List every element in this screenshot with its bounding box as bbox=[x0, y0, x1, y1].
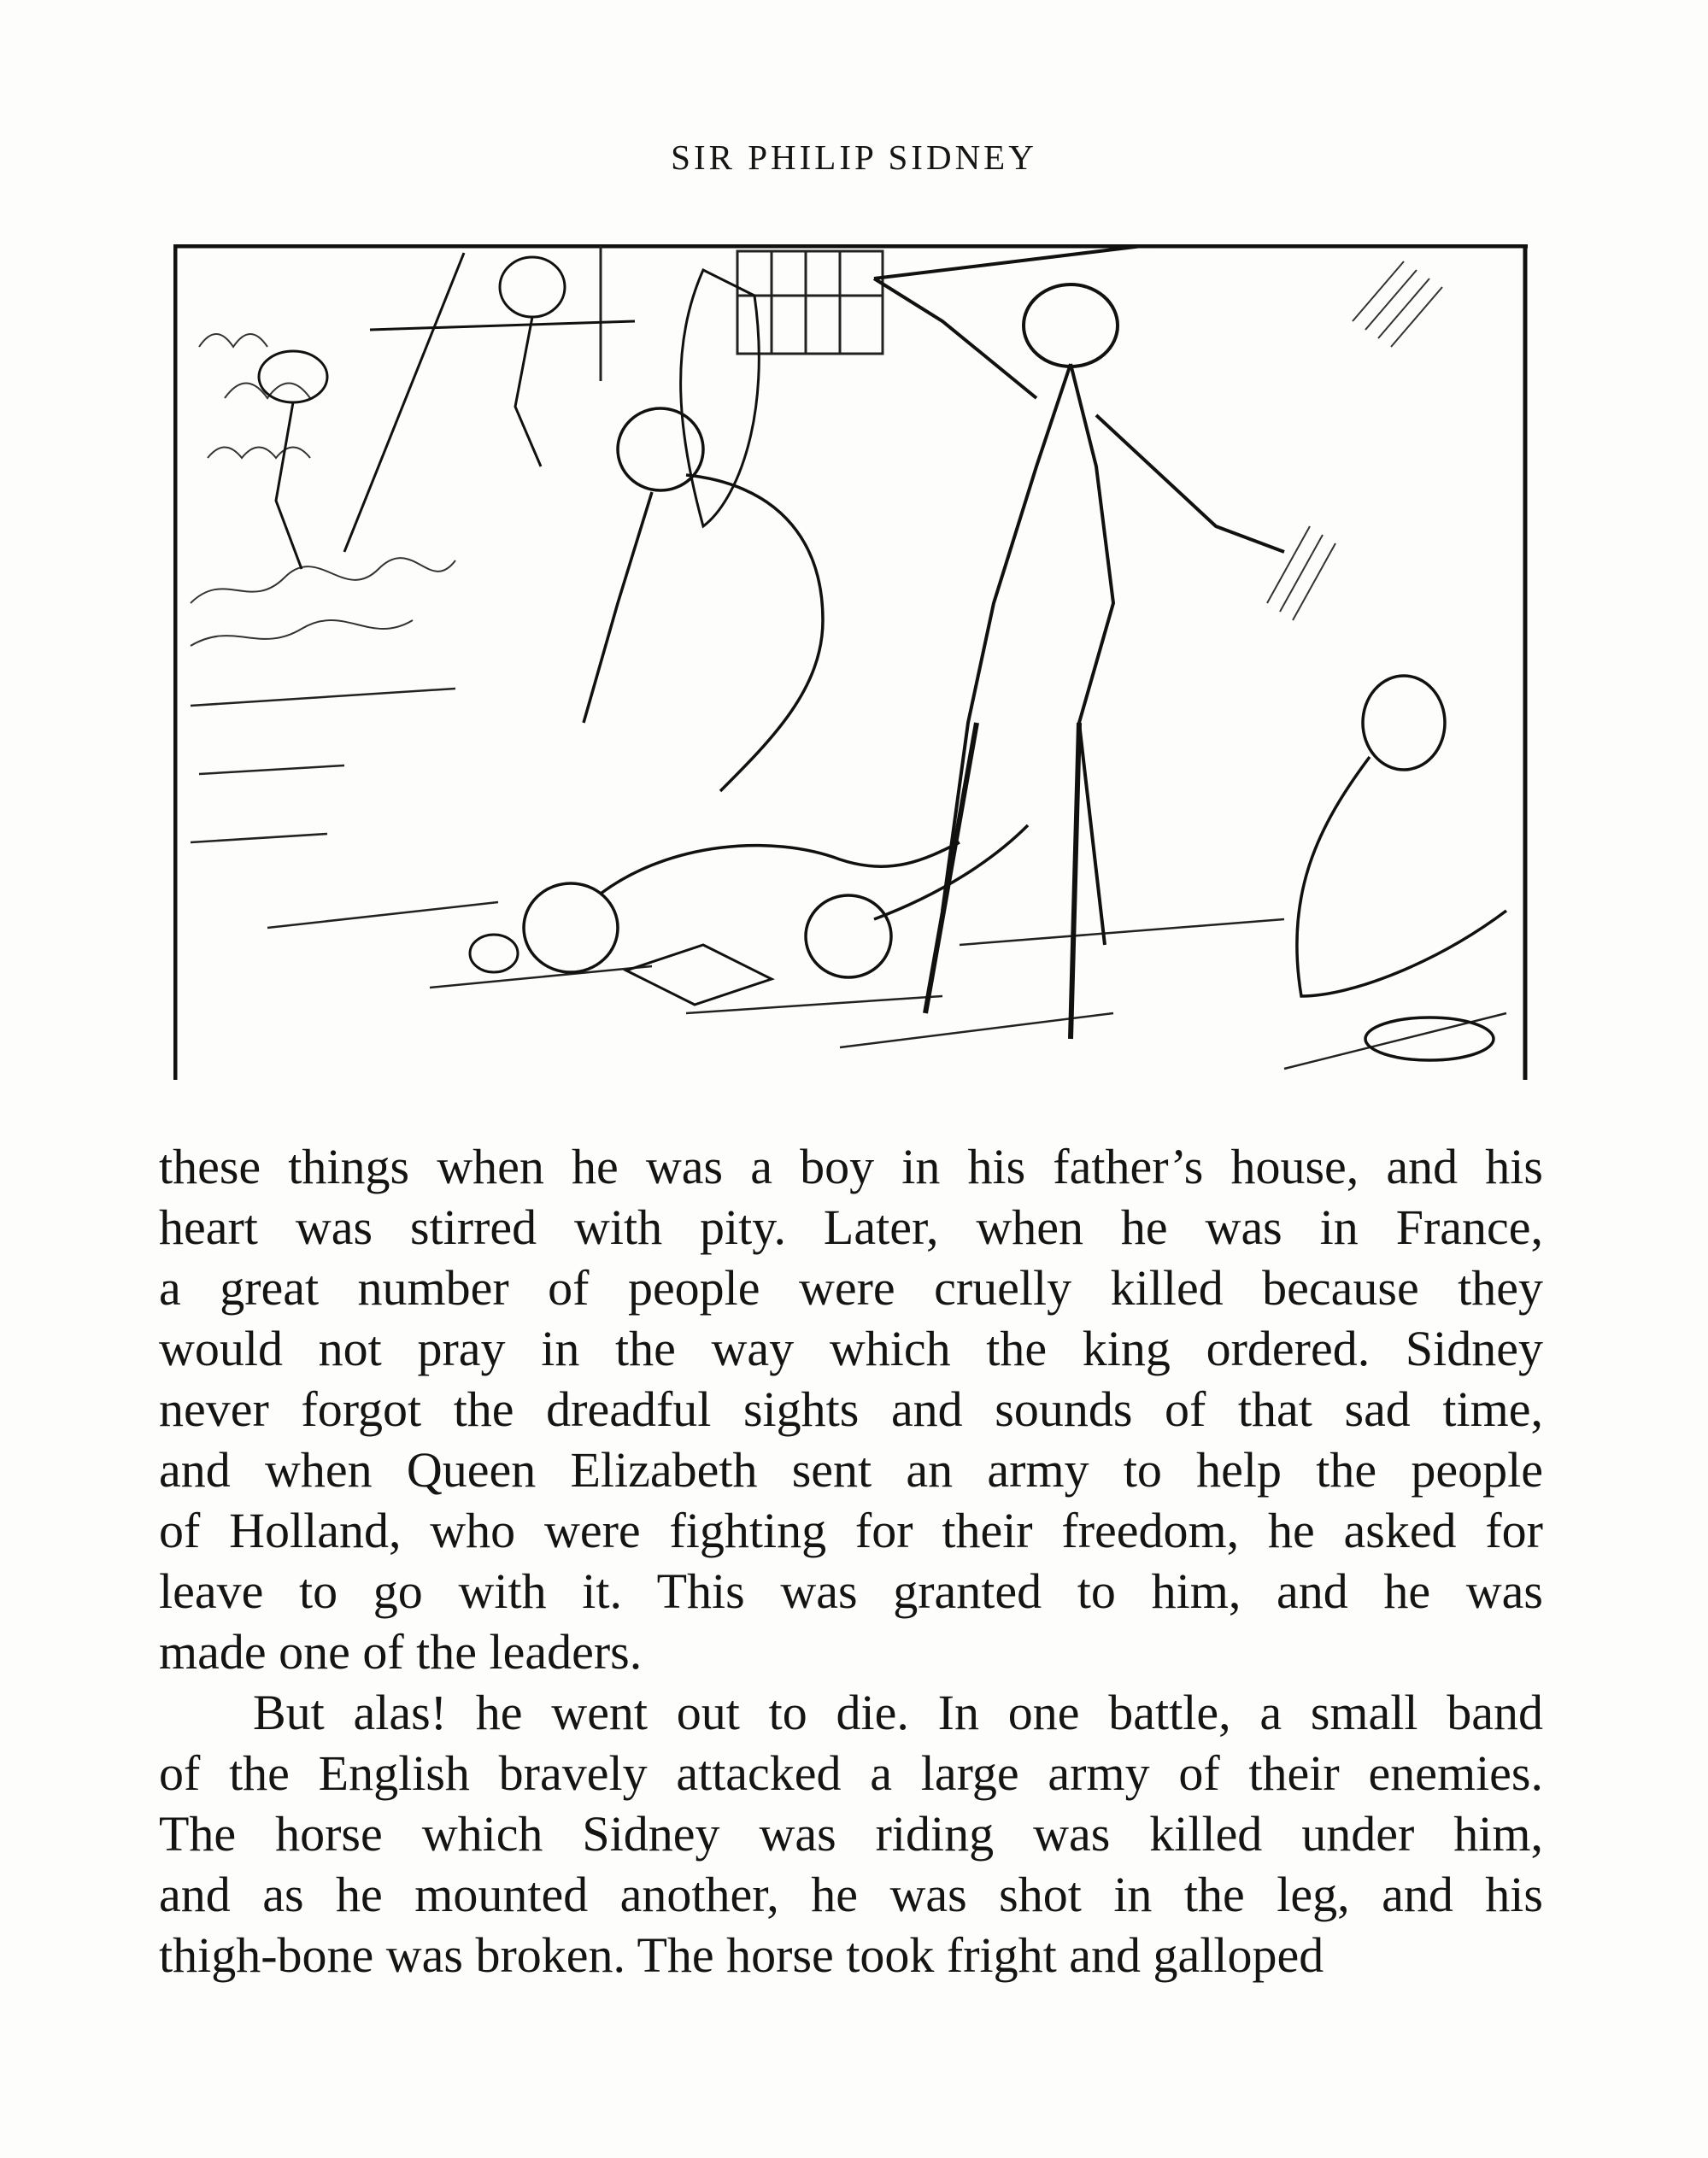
text-line: and as he mounted another, he was shot in the leg, and his bbox=[159, 1867, 1543, 1922]
text-line: But alas! he went out to die. In one battle, a small band bbox=[253, 1685, 1543, 1740]
text-line: of Holland, who were fighting for their freedom, he asked for bbox=[159, 1503, 1543, 1558]
text-line: heart was stirred with pity. Later, when he was in France, bbox=[159, 1199, 1543, 1255]
illustration-engraving bbox=[173, 244, 1528, 1080]
background-attackers bbox=[259, 253, 759, 569]
crouching-figure bbox=[584, 408, 823, 791]
text-line: leave to go with it. This was granted to him, and he was bbox=[159, 1563, 1543, 1619]
text-line: would not pray in the way which the king ordered. Sidney bbox=[159, 1321, 1543, 1376]
swordsman-figure bbox=[874, 244, 1284, 1039]
fire-smoke bbox=[191, 334, 455, 646]
paragraph bbox=[159, 1682, 1543, 1985]
pavement bbox=[191, 689, 1506, 1069]
wall-hatching bbox=[1267, 261, 1442, 620]
text-line: a great number of people were cruelly killed because they bbox=[159, 1260, 1543, 1316]
text-line: of the English bravely attacked a large army of their enemies. bbox=[159, 1745, 1543, 1801]
text-line: made one of the leaders. bbox=[159, 1624, 643, 1680]
body-text bbox=[159, 1136, 1543, 1985]
street-massacre-illustration bbox=[173, 244, 1528, 1080]
running-head: SIR PHILIP SIDNEY bbox=[671, 138, 1037, 177]
text-line: never forgot the dreadful sights and sounds of that sad time, bbox=[159, 1381, 1543, 1437]
paragraph bbox=[159, 1136, 1543, 1682]
wall-and-window bbox=[601, 246, 883, 381]
text-line: and when Queen Elizabeth sent an army to help the people bbox=[159, 1442, 1543, 1498]
frame-lines bbox=[173, 244, 1528, 1080]
text-line: The horse which Sidney was riding was killed under him, bbox=[159, 1806, 1543, 1862]
text-line: thigh-bone was broken. The horse took fright and galloped bbox=[159, 1927, 1324, 1983]
text-line: these things when he was a boy in his father’s house, and his bbox=[159, 1139, 1543, 1194]
fallen-figures bbox=[524, 676, 1506, 1060]
